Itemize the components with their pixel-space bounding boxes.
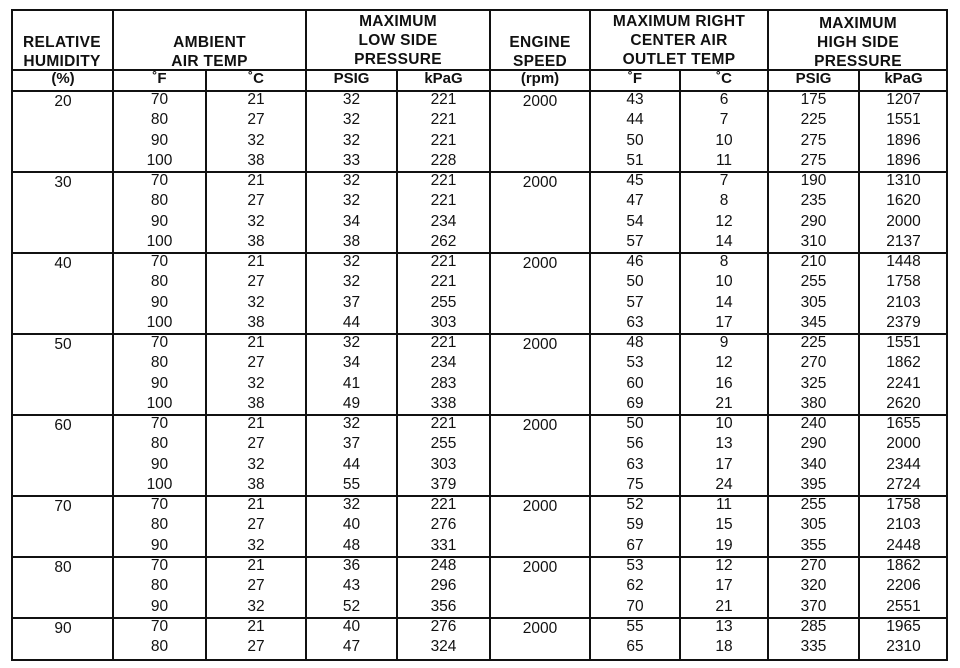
table-cell: 17 (715, 455, 733, 473)
table-cell: 70 (626, 597, 644, 615)
table-cell: 17 (715, 577, 733, 595)
table-cell: 48 (342, 536, 361, 554)
table-cell: 1896 (886, 131, 921, 149)
table-cell: 296 (430, 577, 457, 595)
header-max-low-side-pressure: MAXIMUM LOW SIDE PRESSURE (354, 13, 442, 68)
table-cell: 221 (430, 253, 457, 270)
humidity-value: 40 (54, 255, 72, 272)
table-cell: 16 (715, 374, 733, 392)
table-cell: 2137 (886, 233, 921, 251)
table-cell: 44 (626, 111, 644, 129)
table-cell: 285 (800, 618, 827, 635)
table-cell: 32 (342, 496, 361, 513)
table-cell: 57 (626, 293, 644, 311)
table-cell: 44 (342, 455, 361, 473)
table-cell: 100 (146, 395, 173, 413)
table-cell: 32 (247, 212, 265, 230)
table-cell: 27 (247, 192, 265, 210)
table-cell: 21 (715, 395, 733, 413)
engine-speed-value: 2000 (522, 620, 558, 637)
header-ambient-air-temp: AMBIENT AIR TEMP (171, 34, 248, 70)
table-cell: 255 (430, 435, 457, 453)
table-cell: 276 (430, 618, 457, 635)
table-cell: 12 (715, 212, 733, 230)
table-cell: 9 (719, 334, 729, 351)
table-cell: 38 (247, 395, 265, 413)
table-cell: 100 (146, 476, 173, 494)
table-cell: 49 (342, 395, 361, 413)
table-cell: 2724 (886, 476, 921, 494)
table-cell: 13 (715, 618, 733, 635)
header-max-high-side-pressure: MAXIMUM HIGH SIDE PRESSURE (814, 15, 902, 70)
table-cell: 37 (342, 435, 361, 453)
table-cell: 395 (800, 476, 827, 494)
table-cell: 51 (626, 152, 644, 170)
table-cell: 221 (430, 111, 457, 129)
table-cell: 2000 (886, 212, 921, 230)
table-cell: 2379 (886, 314, 921, 332)
table-cell: 10 (715, 415, 733, 432)
subheader-5: (rpm) (520, 70, 560, 87)
table-cell: 2551 (886, 597, 921, 615)
table-cell: 221 (430, 273, 457, 291)
table-cell: 38 (247, 314, 265, 332)
table-cell: 32 (247, 293, 265, 311)
table-cell: 255 (800, 496, 827, 513)
table-cell: 324 (430, 638, 457, 656)
table-cell: 38 (247, 233, 265, 251)
performance-table (11, 9, 948, 661)
table-cell: 335 (800, 638, 827, 656)
humidity-value: 80 (54, 559, 72, 576)
table-cell: 276 (430, 516, 457, 534)
table-cell: 67 (626, 536, 644, 554)
table-cell: 32 (342, 253, 361, 270)
table-cell: 310 (800, 233, 827, 251)
table-cell: 34 (342, 212, 361, 230)
table-cell: 47 (342, 638, 361, 656)
subheader-8: PSIG (795, 70, 832, 87)
table-cell: 240 (800, 415, 827, 432)
table-cell: 221 (430, 131, 457, 149)
table-cell: 80 (150, 577, 169, 595)
table-cell: 275 (800, 152, 827, 170)
table-cell: 32 (342, 172, 361, 189)
table-cell: 1655 (886, 415, 921, 432)
table-cell: 32 (342, 131, 361, 149)
table-cell: 355 (800, 536, 827, 554)
table-cell: 2620 (886, 395, 921, 413)
table-cell: 37 (342, 293, 361, 311)
table-cell: 80 (150, 111, 169, 129)
table-cell: 8 (719, 192, 729, 210)
table-cell: 38 (247, 476, 265, 494)
table-cell: 235 (800, 192, 827, 210)
table-cell: 52 (342, 597, 361, 615)
engine-speed-value: 2000 (522, 174, 558, 191)
table-cell: 32 (342, 415, 361, 432)
table-cell: 7 (719, 172, 729, 189)
table-cell: 100 (146, 314, 173, 332)
table-cell: 2241 (886, 374, 921, 392)
table-cell: 305 (800, 516, 827, 534)
table-cell: 90 (150, 293, 169, 311)
table-cell: 54 (626, 212, 644, 230)
table-cell: 70 (150, 415, 169, 432)
table-cell: 221 (430, 415, 457, 432)
table-cell: 221 (430, 91, 457, 108)
table-cell: 21 (247, 253, 265, 270)
table-cell: 290 (800, 435, 827, 453)
table-cell: 303 (430, 455, 457, 473)
table-cell: 175 (800, 91, 827, 108)
humidity-value: 20 (54, 93, 72, 110)
subheader-6: ˚F (627, 70, 643, 87)
table-cell: 75 (626, 476, 644, 494)
table-cell: 56 (626, 435, 644, 453)
table-cell: 65 (626, 638, 644, 656)
table-cell: 55 (342, 476, 361, 494)
humidity-value: 70 (54, 498, 72, 515)
table-cell: 32 (247, 131, 265, 149)
table-cell: 14 (715, 293, 733, 311)
table-cell: 2103 (886, 516, 921, 534)
table-cell: 2103 (886, 293, 921, 311)
table-cell: 63 (626, 455, 644, 473)
table-cell: 70 (150, 91, 169, 108)
table-cell: 21 (247, 172, 265, 189)
table-cell: 59 (626, 516, 644, 534)
table-cell: 100 (146, 152, 173, 170)
table-cell: 21 (247, 91, 265, 108)
table-cell: 53 (626, 354, 644, 372)
table-cell: 255 (800, 273, 827, 291)
table-cell: 331 (430, 536, 457, 554)
table-cell: 1551 (886, 334, 921, 351)
header-relative-humidity: RELATIVE HUMIDITY (23, 34, 101, 70)
table-cell: 27 (247, 435, 265, 453)
table-cell: 221 (430, 334, 457, 351)
table-cell: 11 (715, 496, 733, 513)
table-cell: 44 (342, 314, 361, 332)
table-cell: 27 (247, 273, 265, 291)
table-cell: 12 (715, 354, 733, 372)
table-cell: 1207 (886, 91, 921, 108)
table-cell: 303 (430, 314, 457, 332)
table-cell: 11 (715, 152, 733, 170)
table-cell: 2310 (886, 638, 921, 656)
table-cell: 33 (342, 152, 361, 170)
table-cell: 27 (247, 354, 265, 372)
table-cell: 12 (715, 557, 733, 574)
table-cell: 275 (800, 131, 827, 149)
table-cell: 1896 (886, 152, 921, 170)
table-cell: 7 (719, 111, 729, 129)
table-cell: 32 (247, 455, 265, 473)
header-engine-speed: ENGINE SPEED (509, 34, 571, 70)
table-cell: 21 (247, 415, 265, 432)
humidity-value: 60 (54, 417, 72, 434)
table-cell: 6 (719, 91, 729, 108)
table-cell: 90 (150, 597, 169, 615)
table-cell: 40 (342, 618, 361, 635)
table-cell: 1965 (886, 618, 921, 635)
table-cell: 1758 (886, 273, 921, 291)
table-cell: 1758 (886, 496, 921, 513)
humidity-value: 30 (54, 174, 72, 191)
table-cell: 13 (715, 435, 733, 453)
table-cell: 221 (430, 172, 457, 189)
table-cell: 80 (150, 516, 169, 534)
table-cell: 10 (715, 273, 733, 291)
table-cell: 70 (150, 253, 169, 270)
table-cell: 325 (800, 374, 827, 392)
table-cell: 21 (247, 496, 265, 513)
table-cell: 221 (430, 496, 457, 513)
table-cell: 63 (626, 314, 644, 332)
table-cell: 305 (800, 293, 827, 311)
table-cell: 70 (150, 557, 169, 574)
table-cell: 338 (430, 395, 457, 413)
engine-speed-value: 2000 (522, 255, 558, 272)
table-cell: 21 (247, 334, 265, 351)
table-cell: 1448 (886, 253, 921, 270)
table-cell: 70 (150, 334, 169, 351)
table-cell: 80 (150, 638, 169, 656)
table-cell: 27 (247, 577, 265, 595)
table-cell: 1310 (886, 172, 921, 189)
subheader-0: (%) (51, 70, 75, 87)
table-cell: 270 (800, 557, 827, 574)
subheader-7: ˚C (716, 70, 732, 87)
table-cell: 32 (342, 91, 361, 108)
table-cell: 46 (626, 253, 644, 270)
subheader-2: ˚C (248, 70, 264, 87)
table-cell: 34 (342, 354, 361, 372)
table-cell: 234 (430, 354, 457, 372)
table-cell: 1551 (886, 111, 921, 129)
table-cell: 270 (800, 354, 827, 372)
table-cell: 1862 (886, 557, 921, 574)
table-cell: 27 (247, 111, 265, 129)
table-cell: 36 (342, 557, 361, 574)
table-cell: 356 (430, 597, 457, 615)
table-cell: 69 (626, 395, 644, 413)
table-cell: 10 (715, 131, 733, 149)
engine-speed-value: 2000 (522, 498, 558, 515)
table-cell: 50 (626, 415, 644, 432)
table-cell: 32 (247, 536, 265, 554)
table-cell: 70 (150, 172, 169, 189)
table-cell: 19 (715, 536, 733, 554)
table-cell: 47 (626, 192, 644, 210)
table-cell: 15 (715, 516, 733, 534)
engine-speed-value: 2000 (522, 559, 558, 576)
table-cell: 255 (430, 293, 457, 311)
table-cell: 2344 (886, 455, 921, 473)
table-cell: 50 (626, 273, 644, 291)
table-cell: 41 (342, 374, 361, 392)
table-cell: 340 (800, 455, 827, 473)
table-cell: 2448 (886, 536, 921, 554)
table-cell: 380 (800, 395, 827, 413)
table-cell: 32 (342, 273, 361, 291)
table-cell: 53 (626, 557, 644, 574)
table-cell: 38 (342, 233, 361, 251)
table-cell: 2206 (886, 577, 921, 595)
table-cell: 2000 (886, 435, 921, 453)
table-cell: 290 (800, 212, 827, 230)
table-cell: 234 (430, 212, 457, 230)
humidity-value: 90 (54, 620, 72, 637)
table-cell: 225 (800, 111, 827, 129)
table-cell: 379 (430, 476, 457, 494)
table-cell: 80 (150, 435, 169, 453)
table-cell: 210 (800, 253, 827, 270)
table-cell: 345 (800, 314, 827, 332)
table-cell: 90 (150, 212, 169, 230)
table-cell: 14 (715, 233, 733, 251)
table-cell: 21 (247, 618, 265, 635)
table-cell: 32 (247, 374, 265, 392)
table-cell: 27 (247, 638, 265, 656)
table-cell: 17 (715, 314, 733, 332)
table-cell: 80 (150, 192, 169, 210)
table-cell: 21 (247, 557, 265, 574)
table-cell: 32 (342, 192, 361, 210)
table-cell: 48 (626, 334, 644, 351)
table-cell: 1862 (886, 354, 921, 372)
table-cell: 90 (150, 374, 169, 392)
table-cell: 1620 (886, 192, 921, 210)
subheader-3: PSIG (333, 70, 370, 87)
engine-speed-value: 2000 (522, 417, 558, 434)
table-cell: 100 (146, 233, 173, 251)
table-cell: 90 (150, 536, 169, 554)
table-cell: 38 (247, 152, 265, 170)
subheader-9: kPaG (884, 70, 923, 87)
table-cell: 221 (430, 192, 457, 210)
table-cell: 248 (430, 557, 457, 574)
table-cell: 90 (150, 131, 169, 149)
table-cell: 57 (626, 233, 644, 251)
table-cell: 80 (150, 354, 169, 372)
engine-speed-value: 2000 (522, 93, 558, 110)
table-cell: 262 (430, 233, 457, 251)
table-cell: 70 (150, 618, 169, 635)
header-max-outlet-temp: MAXIMUM RIGHT CENTER AIR OUTLET TEMP (612, 13, 746, 68)
table-cell: 320 (800, 577, 827, 595)
table-cell: 24 (715, 476, 733, 494)
table-cell: 62 (626, 577, 644, 595)
table-cell: 90 (150, 455, 169, 473)
table-cell: 43 (626, 91, 644, 108)
table-cell: 45 (626, 172, 644, 189)
table-cell: 70 (150, 496, 169, 513)
subheader-4: kPaG (424, 70, 463, 87)
subheader-1: ˚F (152, 70, 167, 87)
engine-speed-value: 2000 (522, 336, 558, 353)
table-cell: 27 (247, 516, 265, 534)
table-cell: 50 (626, 131, 644, 149)
table-cell: 55 (626, 618, 644, 635)
table-cell: 52 (626, 496, 644, 513)
table-cell: 32 (247, 597, 265, 615)
table-cell: 370 (800, 597, 827, 615)
table-cell: 60 (626, 374, 644, 392)
table-cell: 80 (150, 273, 169, 291)
table-cell: 228 (430, 152, 457, 170)
table-cell: 18 (715, 638, 733, 656)
table-cell: 225 (800, 334, 827, 351)
table-cell: 190 (800, 172, 827, 189)
table-cell: 283 (430, 374, 457, 392)
table-cell: 40 (342, 516, 361, 534)
table-cell: 43 (342, 577, 361, 595)
table-cell: 32 (342, 334, 361, 351)
table-cell: 32 (342, 111, 361, 129)
table-cell: 21 (715, 597, 733, 615)
humidity-value: 50 (54, 336, 72, 353)
table-cell: 8 (719, 253, 729, 270)
